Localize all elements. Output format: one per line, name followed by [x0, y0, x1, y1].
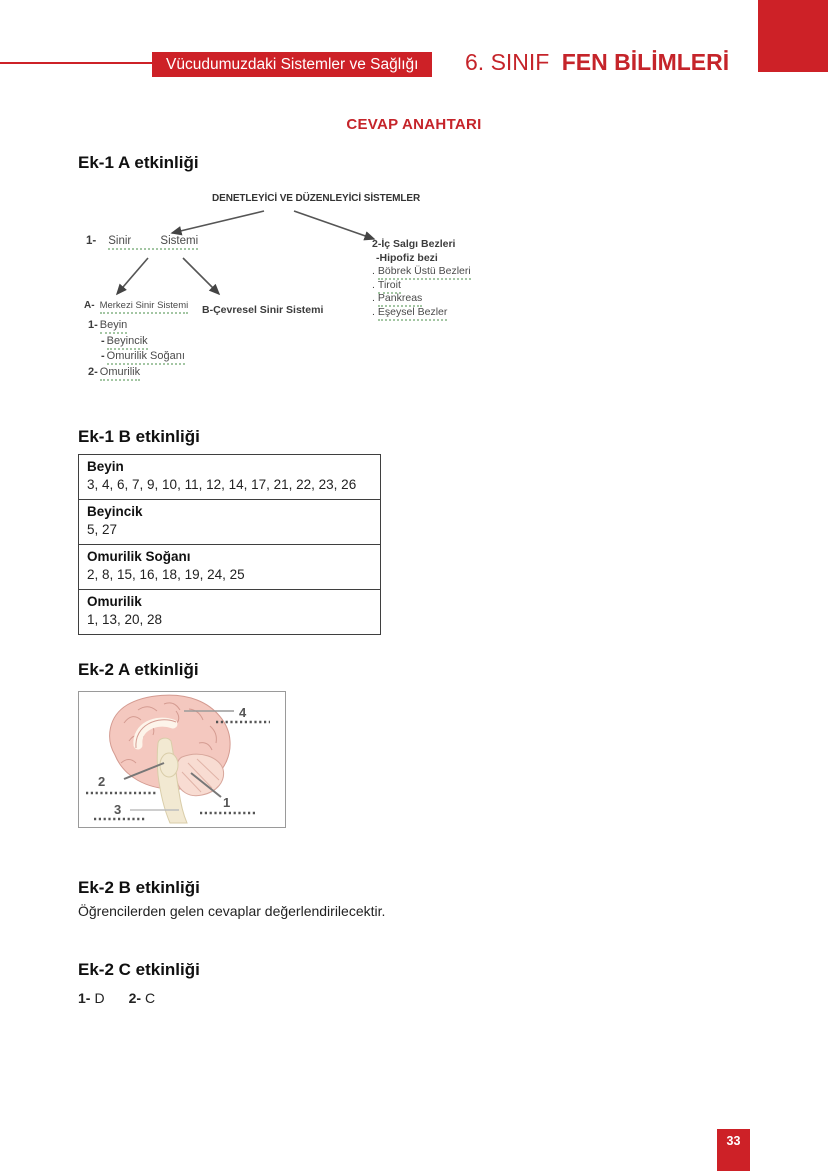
nodeA-prefix: A-: [84, 300, 95, 311]
list-item: . Pankreas: [372, 292, 471, 306]
answer-number: 2-: [128, 990, 142, 1006]
ek1a-diagram: [78, 190, 548, 405]
table-row: [79, 545, 381, 590]
grade-label: 6. SINIF: [465, 49, 550, 75]
merkezi-sub-list: [88, 318, 185, 380]
brain-figure: [78, 691, 286, 828]
answer-value: D: [94, 990, 105, 1006]
subject-label: FEN BİLİMLERİ: [561, 49, 730, 75]
row-values: 1, 13, 20, 28: [87, 612, 163, 627]
diagram-node-cevresel: B-Çevresel Sinir Sistemi: [202, 304, 324, 316]
row-title: Beyincik: [87, 504, 143, 519]
corner-block: [758, 0, 828, 72]
node1-prefix: 1-: [86, 235, 97, 247]
ek2c-answers: [78, 990, 179, 1006]
row-title: Omurilik: [87, 594, 142, 609]
table-row: [79, 500, 381, 545]
figure-label-2: 2: [98, 774, 106, 789]
figure-label-1: 1: [223, 795, 231, 810]
answer-table: [78, 454, 381, 635]
row-values: 2, 8, 15, 16, 18, 19, 24, 25: [87, 567, 245, 582]
heading-ek2a: Ek-2 A etkinliği: [78, 660, 199, 679]
ic-salgi-list: [372, 238, 471, 319]
row-title: Omurilik Soğanı: [87, 549, 191, 564]
answer-number: 1-: [78, 990, 91, 1006]
figure-label-4: 4: [239, 705, 247, 720]
heading-ek2b: Ek-2 B etkinliği: [78, 878, 200, 897]
diagram-root-label: DENETLEYİCİ VE DÜZENLEYİCİ SİSTEMLER: [212, 193, 421, 204]
row-title: Beyin: [87, 459, 124, 474]
brain-diagram: [78, 691, 286, 828]
answer-key-title: CEVAP ANAHTARI: [346, 116, 482, 133]
list-item: . Böbrek Üstü Bezleri: [372, 265, 471, 279]
list-item: . Eşeysel Bezler: [372, 306, 471, 320]
unit-banner: Vücudumuzdaki Sistemler ve Sağlığı: [152, 52, 432, 77]
list-item: - Beyincik: [101, 334, 185, 350]
list-item: 2- Omurilik: [88, 365, 185, 381]
diagram-node-sinir-sistemi: [86, 235, 198, 247]
heading-ek2c: Ek-2 C etkinliği: [78, 960, 200, 979]
page-title: [465, 47, 729, 77]
hipofiz-label: -Hipofiz bezi: [376, 251, 438, 264]
page-number-badge: 33: [717, 1129, 750, 1171]
heading-ek1b: Ek-1 B etkinliği: [78, 427, 200, 446]
diagram-node-ic-salgi: 2-İç Salgı Bezleri: [372, 238, 456, 250]
nodeA-answer: Merkezi Sinir Sistemi: [100, 300, 189, 314]
table-row: [79, 590, 381, 635]
list-item: - Omurilik Soğanı: [101, 349, 185, 365]
heading-ek1a: Ek-1 A etkinliği: [78, 153, 199, 172]
table-row: [79, 455, 381, 500]
answer-value: C: [145, 990, 156, 1006]
list-item: . Tiroit: [372, 279, 471, 293]
row-values: 5, 27: [87, 522, 118, 537]
row-values: 3, 4, 6, 7, 9, 10, 11, 12, 14, 17, 21, 22, 23, 26: [87, 477, 357, 492]
diagram-node-merkezi: [84, 300, 188, 311]
figure-label-3: 3: [114, 802, 122, 817]
list-item: 1- Beyin: [88, 318, 185, 334]
header-rule: [0, 62, 153, 64]
ek2b-note: Öğrencilerden gelen cevaplar değerlendirilecektir.: [78, 903, 386, 919]
node1-answer: Sinir Sistemi: [108, 235, 198, 250]
